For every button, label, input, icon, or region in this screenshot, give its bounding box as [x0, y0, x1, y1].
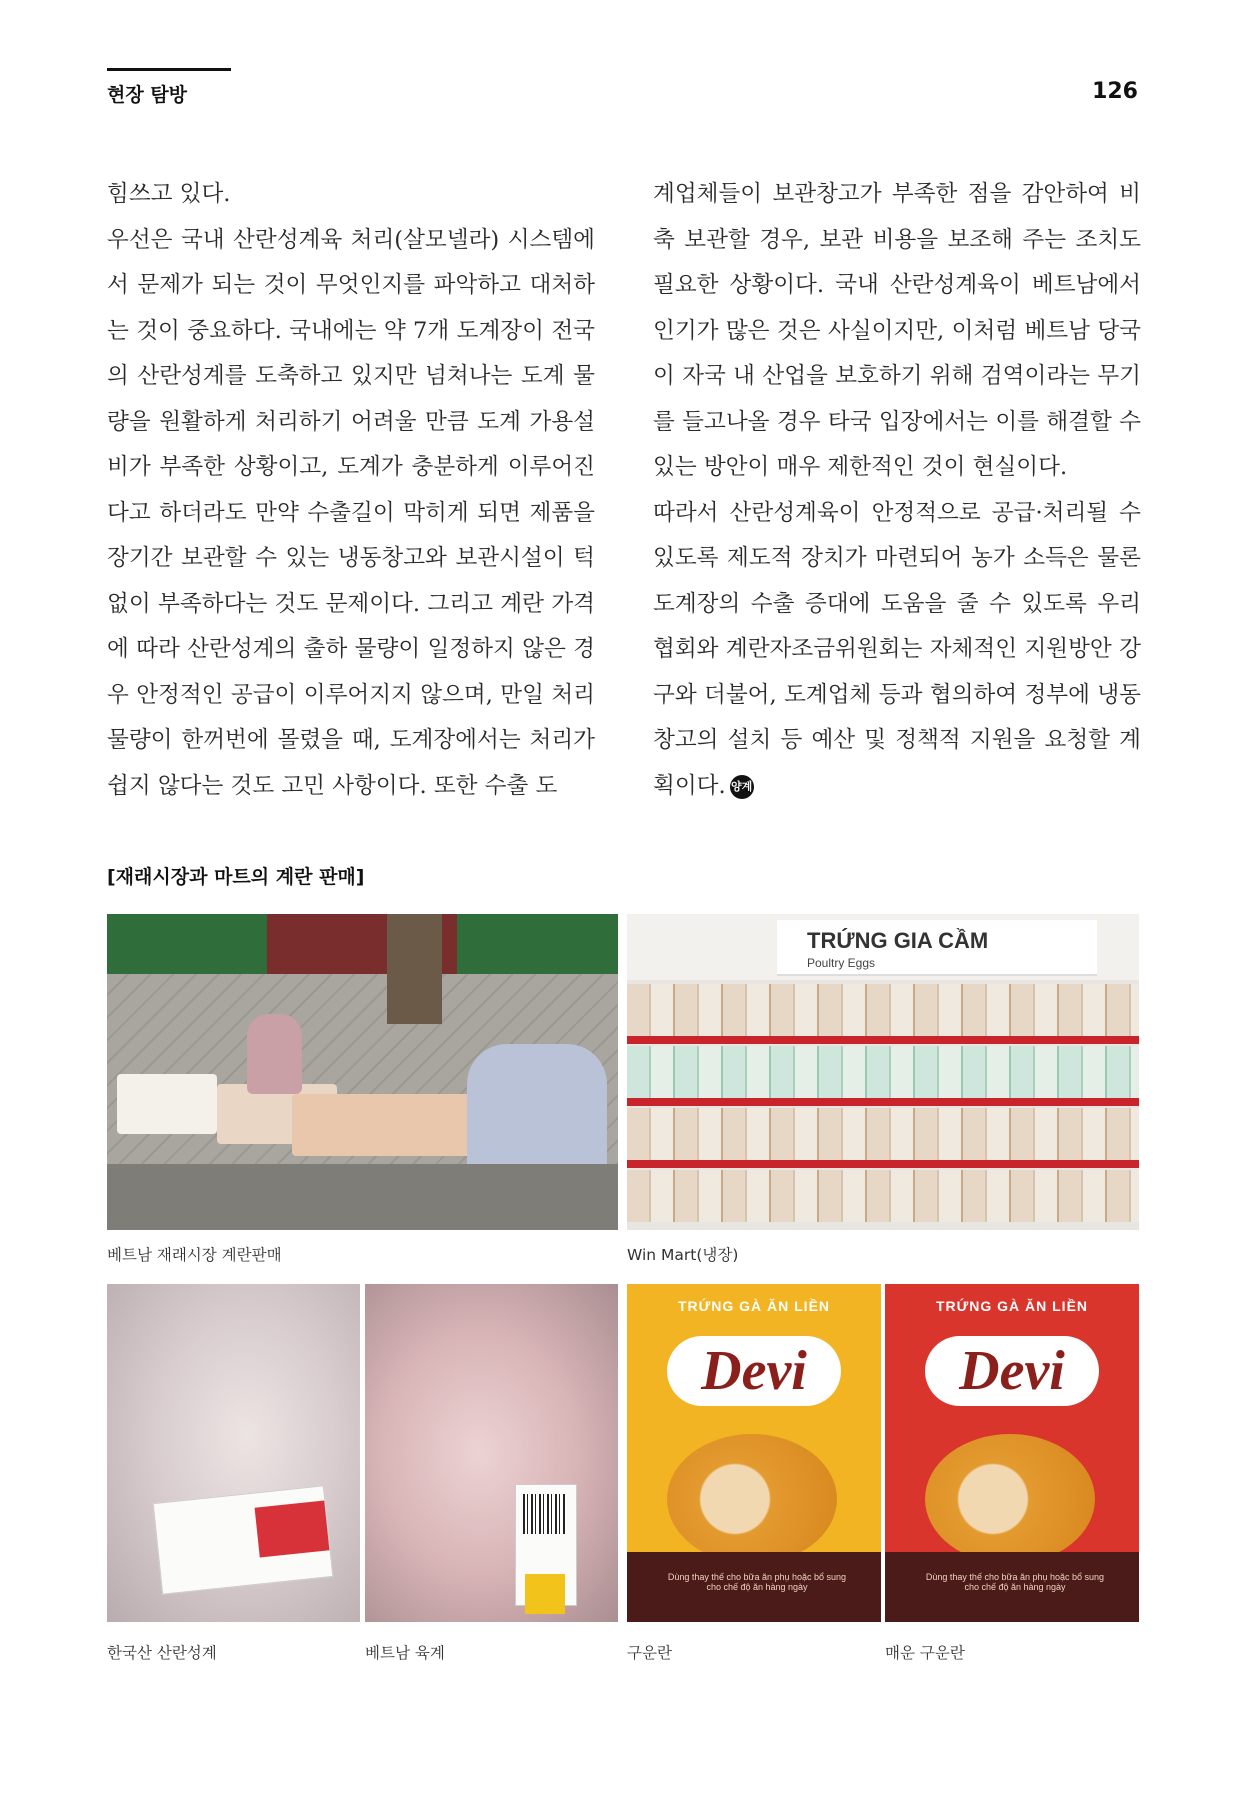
pack-small-text: Dùng thay thế cho bữa ăn phụ hoặc bổ sung cho chế độ ăn hàng ngày — [925, 1572, 1105, 1592]
pack-brand: TRỨNG GÀ ĂN LIỀN — [935, 1298, 1089, 1314]
header-rule — [107, 68, 231, 71]
tree-trunk — [387, 914, 442, 1024]
devi1-caption: 구운란 — [627, 1644, 672, 1662]
article-right-column — [653, 172, 1141, 809]
devi2-caption: 매운 구운란 — [885, 1644, 965, 1662]
photo-section-heading: [재래시장과 마트의 계란 판매] — [107, 866, 365, 888]
end-mark-icon: 양계 — [730, 775, 754, 799]
mart-sign-subtitle: Poultry Eggs — [807, 956, 876, 970]
price-tag — [525, 1574, 565, 1614]
shelf-row — [627, 1108, 1139, 1160]
shelf-row — [627, 1170, 1139, 1222]
paragraph: 계업체들이 보관창고가 부족한 점을 감안하여 비축 보관할 경우, 보관 비용을 보조해 주는 조치도 필요한 상황이다. 국내 산란성계육이 베트남에서 인기가 많은 것은 사실이지만, 이처럼 베트남 당국이 자국 내 산업을 보호하기 위해 검역이라는 무기를 들고나올 경우 타국 입장에서는 이를 해결할 수 있는 방안이 매우 제한적인 것이 현실이다. — [653, 181, 1141, 480]
paragraph: 우선은 국내 산란성계육 처리(살모넬라) 시스템에서 문제가 되는 것이 무엇인지를 파악하고 대처하는 것이 중요하다. 국내에는 약 7개 도계장이 전국의 산란성계를 도축하고 있지만 넘쳐나는 도계 물량을 원활하게 처리하기 어려울 만큼 도계 가용설비가 부족한 상황이고, 도계가 충분하게 이루어진다고 하더라도 만약 수출길이 막히게 되면 제품을 장기간 보관할 수 있는 냉동창고와 보관시설이 턱없이 부족하다는 것도 문제이다. 그리고 계란 가격에 따라 산란성계의 출하 물량이 일정하지 않은 경우 안정적인 공급이 이루어지지 않으며, 만일 처리 물량이 한꺼번에 몰렸을 때, 도계장에서는 처리가 쉽지 않다는 것도 고민 사항이다. 또한 수출 도 — [107, 226, 595, 799]
devi-logo: Devi — [925, 1336, 1099, 1406]
shelf-edge — [627, 1036, 1139, 1044]
roasted-egg-pack-photo — [627, 1284, 881, 1622]
curb — [107, 1164, 618, 1230]
spicy-roasted-egg-pack-photo — [885, 1284, 1139, 1622]
chicken1-caption: 한국산 산란성계 — [107, 1644, 217, 1662]
shelf-row — [627, 1046, 1139, 1098]
shelf-edge — [627, 1160, 1139, 1168]
paragraph-text: 따라서 산란성계육이 안정적으로 공급·처리될 수 있도록 제도적 장치가 마련되어 농가 소득은 물론 도계장의 수출 증대에 도움을 줄 수 있도록 우리 협회와 계란자조금위원회는 자체적인 지원방안 강구와 더불어, 도계업체 등과 협의하여 정부에 냉동창고의 설치 등 예산 및 정책적 지원을 요청할 계획이다. — [653, 499, 1141, 799]
mart-sign — [777, 920, 1097, 976]
egg-illustration — [925, 1434, 1095, 1564]
mart-photo — [627, 914, 1139, 1230]
mart-caption: Win Mart(냉장) — [627, 1246, 739, 1264]
vietnam-broiler-photo — [365, 1284, 618, 1622]
pack-small-text: Dùng thay thế cho bữa ăn phụ hoặc bổ sung cho chế độ ăn hàng ngày — [667, 1572, 847, 1592]
section-label: 현장 탐방 — [107, 84, 188, 106]
pack-brand: TRỨNG GÀ ĂN LIỀN — [677, 1298, 831, 1314]
egg-illustration — [667, 1434, 837, 1564]
paragraph: 힘쓰고 있다. — [107, 181, 231, 207]
paragraph — [653, 491, 1141, 810]
market-caption: 베트남 재래시장 계란판매 — [107, 1246, 282, 1264]
chicken2-caption: 베트남 육계 — [365, 1644, 445, 1662]
barcode — [523, 1494, 567, 1534]
article-left-column — [107, 172, 595, 809]
shelf-edge — [627, 1098, 1139, 1106]
egg-tray — [117, 1074, 217, 1134]
shelf-row — [627, 984, 1139, 1036]
price-tag — [255, 1500, 330, 1557]
mart-sign-title: TRỨNG GIA CẦM — [807, 928, 989, 953]
vendor-figure — [247, 1014, 302, 1094]
devi-logo: Devi — [667, 1336, 841, 1406]
korean-hen-photo — [107, 1284, 360, 1622]
page-number: 126 — [1092, 79, 1138, 104]
market-photo — [107, 914, 618, 1230]
